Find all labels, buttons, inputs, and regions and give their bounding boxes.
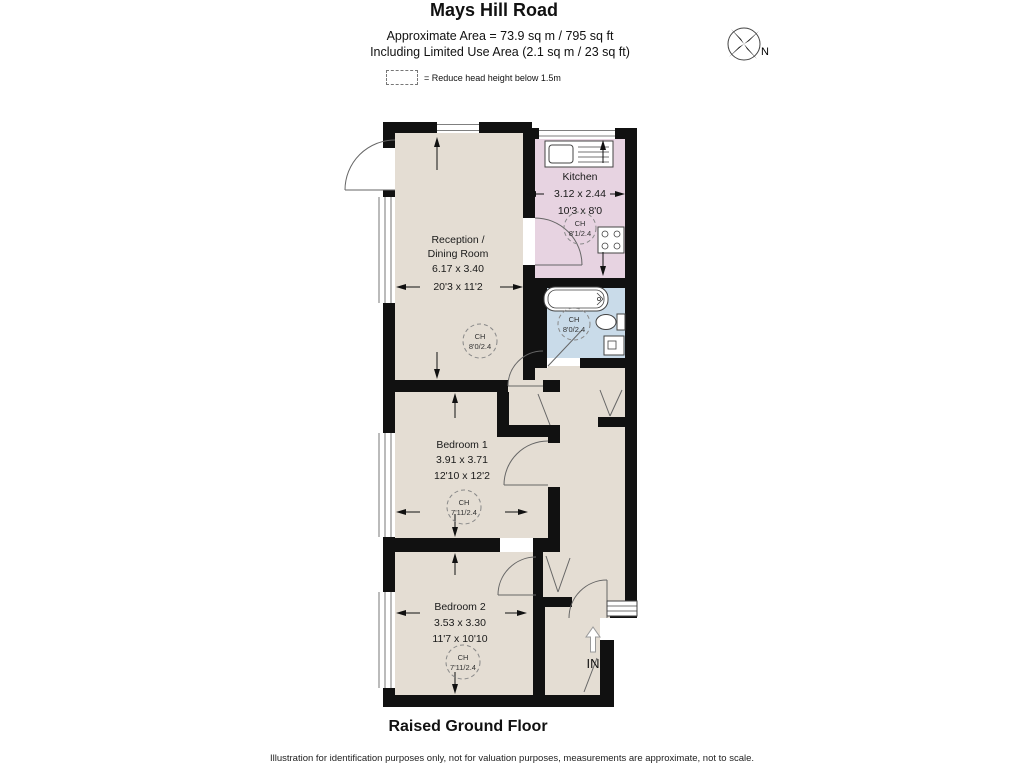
entrance-steps	[607, 601, 637, 616]
svg-text:Dining Room: Dining Room	[427, 248, 489, 260]
reception-left-window	[376, 197, 395, 303]
svg-text:8'0/2.4: 8'0/2.4	[562, 325, 586, 334]
room-fills	[395, 133, 625, 695]
limited-use-area-line: Including Limited Use Area (2.1 sq m / 23 sq ft)	[370, 45, 630, 59]
svg-text:Kitchen: Kitchen	[562, 171, 598, 183]
svg-text:7'11/2.4: 7'11/2.4	[450, 663, 476, 672]
reception-label	[428, 234, 489, 293]
svg-text:CH: CH	[458, 498, 470, 507]
svg-text:11'7 x 10'10: 11'7 x 10'10	[432, 633, 488, 645]
svg-text:8'1/2.4: 8'1/2.4	[568, 229, 592, 238]
svg-text:Reception /: Reception /	[431, 234, 485, 246]
bedroom2-left-window	[376, 592, 395, 688]
basin	[604, 336, 624, 355]
svg-text:6.17 x 3.40: 6.17 x 3.40	[432, 263, 484, 275]
disclaimer-text: Illustration for identification purposes only, not for valuation purposes, measurements are approximate, not to scale.	[269, 753, 755, 764]
kitchen-top-window	[539, 128, 615, 139]
compass-icon	[728, 28, 769, 60]
svg-text:Bedroom 1: Bedroom 1	[436, 439, 488, 451]
svg-text:7'11/2.4: 7'11/2.4	[451, 508, 477, 517]
svg-text:8'0/2.4: 8'0/2.4	[468, 342, 492, 351]
svg-text:3.12 x 2.44: 3.12 x 2.44	[554, 188, 606, 200]
bathtub	[544, 287, 608, 311]
toilet	[596, 314, 625, 330]
svg-text:Bedroom 2: Bedroom 2	[434, 601, 486, 613]
svg-text:CH: CH	[574, 219, 586, 228]
svg-text:10'3 x 8'0: 10'3 x 8'0	[557, 205, 603, 217]
svg-text:3.91 x 3.71: 3.91 x 3.71	[436, 454, 488, 466]
legend-label: = Reduce head height below 1.5m	[424, 72, 561, 83]
floor-title: Raised Ground Floor	[388, 718, 548, 735]
svg-text:12'10 x 12'2: 12'10 x 12'2	[434, 470, 490, 482]
bedroom1-label	[434, 439, 490, 482]
balcony-door-opening	[383, 148, 395, 190]
svg-text:20'3 x 11'2: 20'3 x 11'2	[433, 281, 483, 293]
svg-text:CH: CH	[568, 315, 580, 324]
compass-north-label: N	[761, 46, 769, 58]
page-title: Mays Hill Road	[429, 0, 559, 20]
bedroom2-label	[432, 601, 487, 645]
svg-text:3.53 x 3.30: 3.53 x 3.30	[434, 617, 486, 629]
entrance-label: IN	[586, 656, 600, 671]
svg-text:CH: CH	[457, 653, 469, 662]
bedroom1-left-window	[376, 433, 395, 537]
approximate-area-line: Approximate Area = 73.9 sq m / 795 sq ft	[386, 29, 614, 43]
svg-text:CH: CH	[474, 332, 486, 341]
reception-top-window	[437, 122, 479, 133]
kitchen-hob	[598, 227, 624, 253]
